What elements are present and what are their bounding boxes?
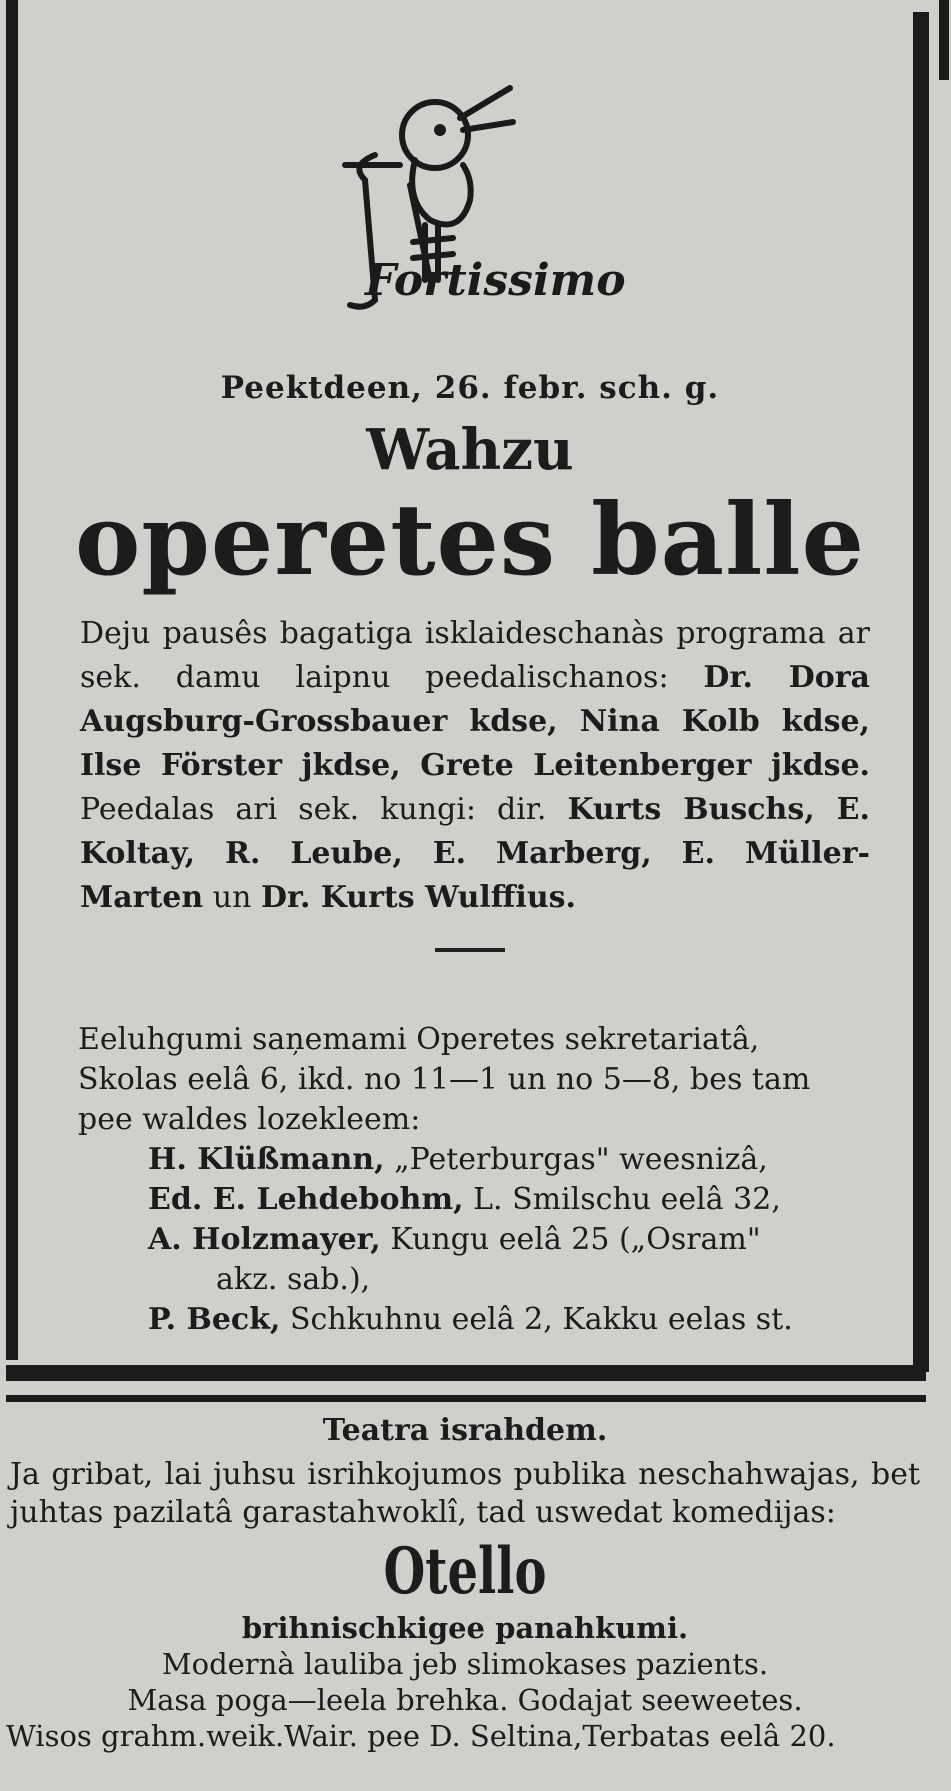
event-date: Peektdeen, 26. febr. sch. g. [220, 370, 720, 406]
play-line-2: Masa poga—leela brehka. Godajat seeweetes. [127, 1683, 803, 1717]
last-name: Dr. Kurts Wulffius. [260, 880, 576, 916]
left-border [6, 0, 18, 1360]
body-intro: Deju pausês bagatiga isklaideschanàs programa ar sek. damu laipnu peedalischanos: [80, 616, 870, 696]
headline: operetes balle [75, 482, 865, 598]
body-un: un [203, 880, 261, 916]
gentlemen-names: Kurts Buschs, E. Koltay, R. Leube, E. Marberg, E. Müller-Marten [80, 792, 870, 916]
page-edge-mark [939, 0, 949, 80]
shop-footer: Wisos grahm.weik.Wair. pee D. Seltina,Terbatas eelâ 20. [6, 1719, 836, 1753]
body-mid: Peedalas ari sek. kungi: dir. [80, 792, 568, 828]
seller-name: H. Klüßmann, [148, 1142, 385, 1177]
logo-wordmark: Fortissimo [365, 255, 626, 306]
seller-detail: Schkuhnu eelâ 2, Kakku eelas st. [289, 1302, 793, 1337]
seller-detail: L. Smilschu eelâ 32, [473, 1182, 781, 1217]
seller-detail: Kungu eelâ 25 („Osram" [390, 1222, 761, 1257]
play-title: Otello [383, 1534, 547, 1609]
play-line-1: Modernà lauliba jeb slimokases pazients. [161, 1647, 769, 1681]
second-heading: Teatra israhdem. [322, 1413, 608, 1448]
seller-item [148, 1220, 868, 1260]
section-divider-thick [6, 1365, 926, 1381]
headline-lead: Wahzu [366, 417, 574, 483]
otello-advertisement [6, 1405, 924, 1754]
seller-item [148, 1140, 868, 1180]
ticket-intro: Eeluhgumi saņemami Operetes sekretariatâ, Skolas eelâ 6, ikd. no 11—1 un no 5—8, bes tam pee waldes lozekleem: [78, 1022, 811, 1137]
fortissimo-bird-logo [335, 70, 626, 310]
divider [435, 948, 505, 952]
seller-detail: akz. sab.), [216, 1262, 371, 1297]
right-border [913, 12, 929, 1372]
section-divider-thin [6, 1395, 926, 1402]
seller-detail: „Peterburgas" weesnizâ, [394, 1142, 768, 1177]
sellers-list [148, 1140, 868, 1340]
play-subtitle: brihnischkigee panahkumi. [241, 1611, 689, 1645]
seller-name: Ed. E. Lehdebohm, [148, 1182, 464, 1217]
seller-name: A. Holzmayer, [148, 1222, 381, 1257]
ad-body [80, 612, 870, 920]
seller-item [148, 1180, 868, 1220]
second-paragraph: Ja gribat, lai juhsu isrihkojumos publika neschahwajas, bet juhtas pazilatâ garastahwoklî, tad uswedat komedijas: [10, 1457, 920, 1530]
seller-item [148, 1300, 868, 1340]
opera-ball-advertisement [70, 370, 870, 952]
ladies-names: Dr. Dora Augsburg-Grossbauer kdse, Nina Kolb kdse, Ilse Förster jkdse, Grete Leitenberger jkdse. [80, 660, 870, 784]
seller-item [148, 1260, 868, 1300]
seller-name: P. Beck, [148, 1302, 281, 1337]
ticket-info [78, 1020, 868, 1340]
